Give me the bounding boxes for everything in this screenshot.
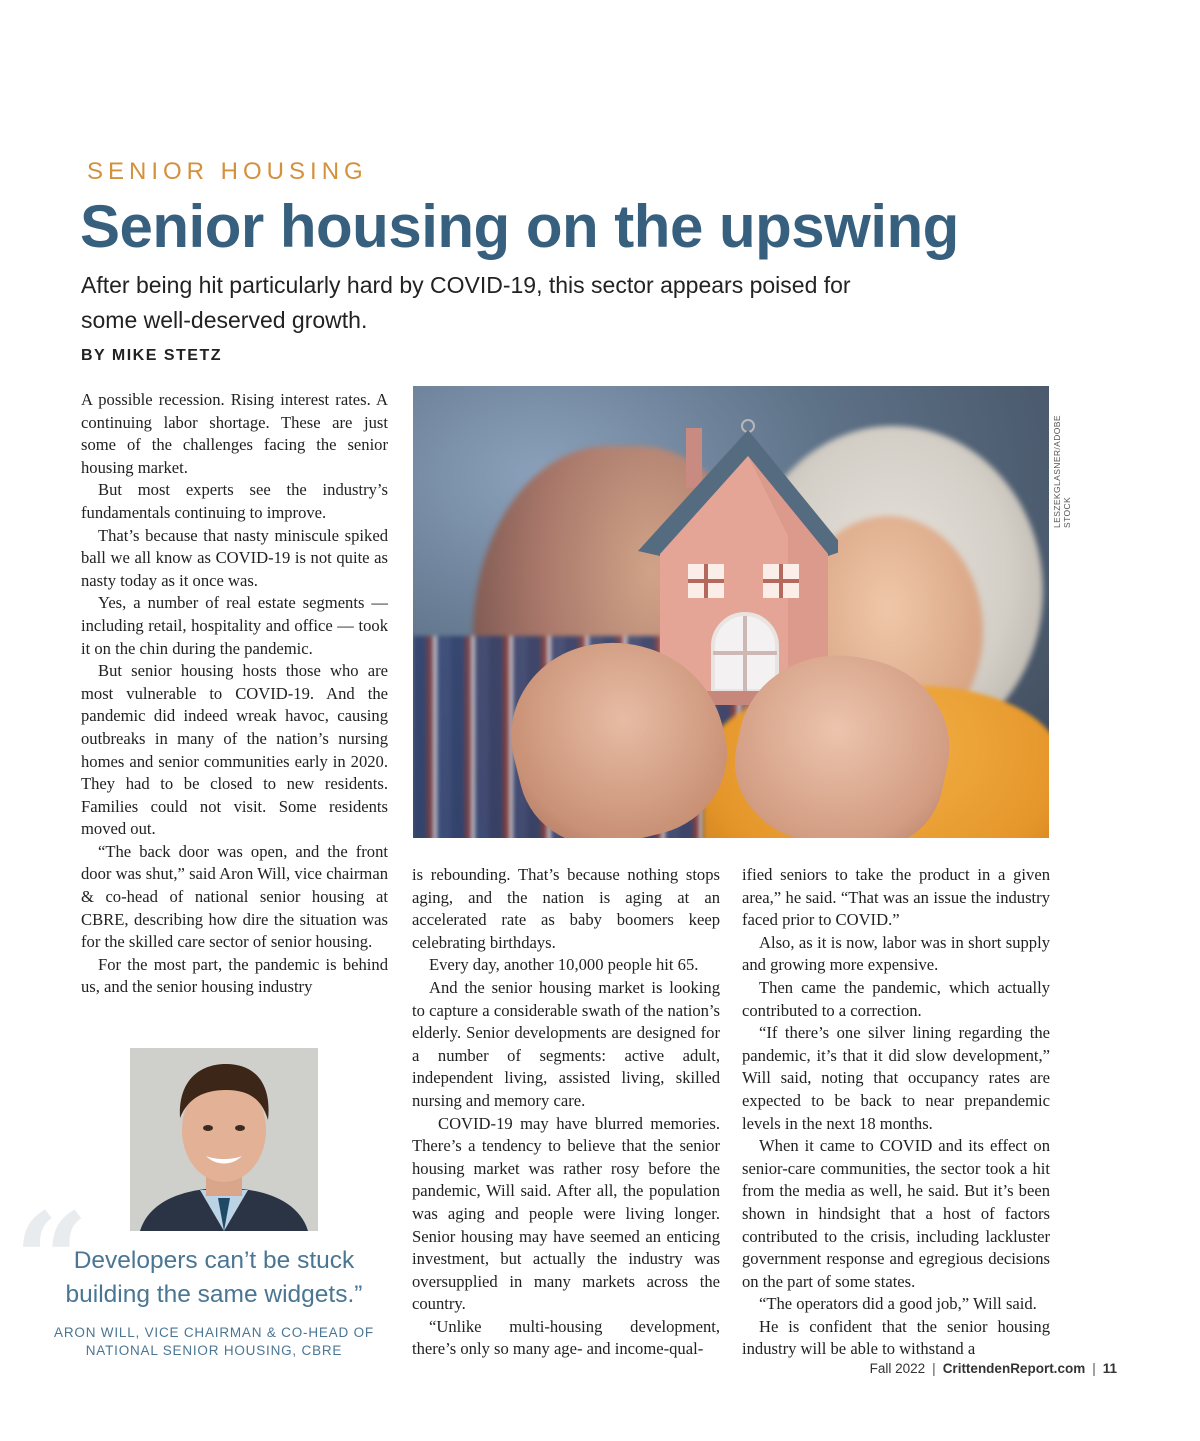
footer-separator: |	[932, 1360, 936, 1376]
section-kicker: SENIOR HOUSING	[87, 158, 368, 185]
headshot-photo	[130, 1048, 318, 1231]
body-paragraph: COVID-19 may have blurred memories. There’s a tendency to believe that the senior housing market was rather rosy before the pandemic, Will said. After all, the population was aging and people were living longer. Senior housing may have seemed an enticing investment, but actually the industry was oversupplied in many markets across the country.	[412, 1113, 720, 1314]
portrait-avatar-icon	[130, 1048, 318, 1231]
body-paragraph: Yes, a number of real estate segments — including retail, hospitality and office — took it on the chin during the pandemic.	[81, 593, 388, 658]
body-paragraph: Also, as it is now, labor was in short supply and growing more expensive.	[742, 932, 1050, 975]
body-paragraph: “The back door was open, and the front door was shut,” said Aron Will, vice chairman & co-head of national senior housing at CBRE, describing how dire the situation was for the skilled care sector of senior housing.	[81, 841, 388, 952]
body-paragraph: is rebounding. That’s because nothing stops aging, and the nation is aging at an accelerated rate as baby boomers keep celebrating birthdays.	[412, 865, 720, 952]
body-column-2	[412, 864, 720, 1361]
article-byline: BY MIKE STETZ	[81, 347, 222, 364]
body-paragraph: “Unlike multi-housing development, there’s only so many age- and income-qual-	[412, 1316, 720, 1359]
body-paragraph: Every day, another 10,000 people hit 65.	[429, 955, 699, 975]
issue-label: Fall 2022	[869, 1360, 926, 1376]
body-paragraph: He is confident that the senior housing industry will be able to withstand a	[742, 1316, 1050, 1359]
body-paragraph: A possible recession. Rising interest rates. A continuing labor shortage. These are just some of the challenges facing the senior housing market.	[81, 390, 388, 477]
body-paragraph: For the most part, the pandemic is behind us, and the senior housing industry	[81, 954, 388, 997]
article-headline: Senior housing on the upswing	[80, 193, 959, 260]
photo-credit: LESZEKGLASNER/ADOBE STOCK	[1052, 415, 1072, 528]
body-column-3	[742, 864, 1050, 1361]
article-deck: After being hit particularly hard by COVID-19, this sector appears poised for some well-deserved growth.	[81, 272, 851, 333]
body-column-1	[81, 389, 388, 999]
body-paragraph: Then came the pandemic, which actually contributed to a correction.	[742, 977, 1050, 1020]
quote-mark-icon: “	[14, 1184, 89, 1337]
page-footer	[870, 1359, 1117, 1377]
body-paragraph: When it came to COVID and its effect on senior-care communities, the sector took a hit from the media as well, he said. But it’s been shown in hindsight that a host of factors contributed to the crisis, including lackluster government response and egregious decisions on the part of some states.	[742, 1136, 1050, 1291]
footer-separator: |	[1092, 1360, 1096, 1376]
body-paragraph: “If there’s one silver lining regarding the pandemic, it’s that it did slow development,” Will said, noting that occupancy rates are expected to be back to near prepandemic levels in the next 18 months.	[742, 1023, 1050, 1133]
hero-photo	[413, 386, 1049, 838]
pull-quote-attribution: ARON WILL, VICE CHAIRMAN & CO-HEAD OF NATIONAL SENIOR HOUSING, CBRE	[54, 1325, 374, 1358]
body-paragraph: And the senior housing market is looking to capture a considerable swath of the nation’s elderly. Senior developments are designed for a number of segments: active adult, independent living, assisted living, skilled nursing and memory care.	[412, 977, 720, 1110]
page-number: 11	[1102, 1360, 1117, 1376]
site-link[interactable]: CrittendenReport.com	[942, 1360, 1086, 1376]
body-paragraph: “The operators did a good job,” Will said.	[759, 1294, 1037, 1314]
body-paragraph: But most experts see the industry’s fundamentals continuing to improve.	[81, 480, 388, 522]
body-paragraph: But senior housing hosts those who are most vulnerable to COVID-19. And the pandemic did indeed wreak havoc, causing outbreaks in many of the nation’s nursing homes and senior communities early in 2020. They had to be closed to new residents. Families could not visit. Some residents moved out.	[81, 661, 388, 839]
pull-quote: Developers can’t be stuck building the same widgets.”	[65, 1247, 363, 1308]
body-paragraph: That’s because that nasty miniscule spiked ball we all know as COVID-19 is not quite as nasty today as it once was.	[81, 525, 388, 590]
body-paragraph: ified seniors to take the product in a given area,” he said. “That was an issue the industry faced prior to COVID.”	[742, 865, 1050, 930]
